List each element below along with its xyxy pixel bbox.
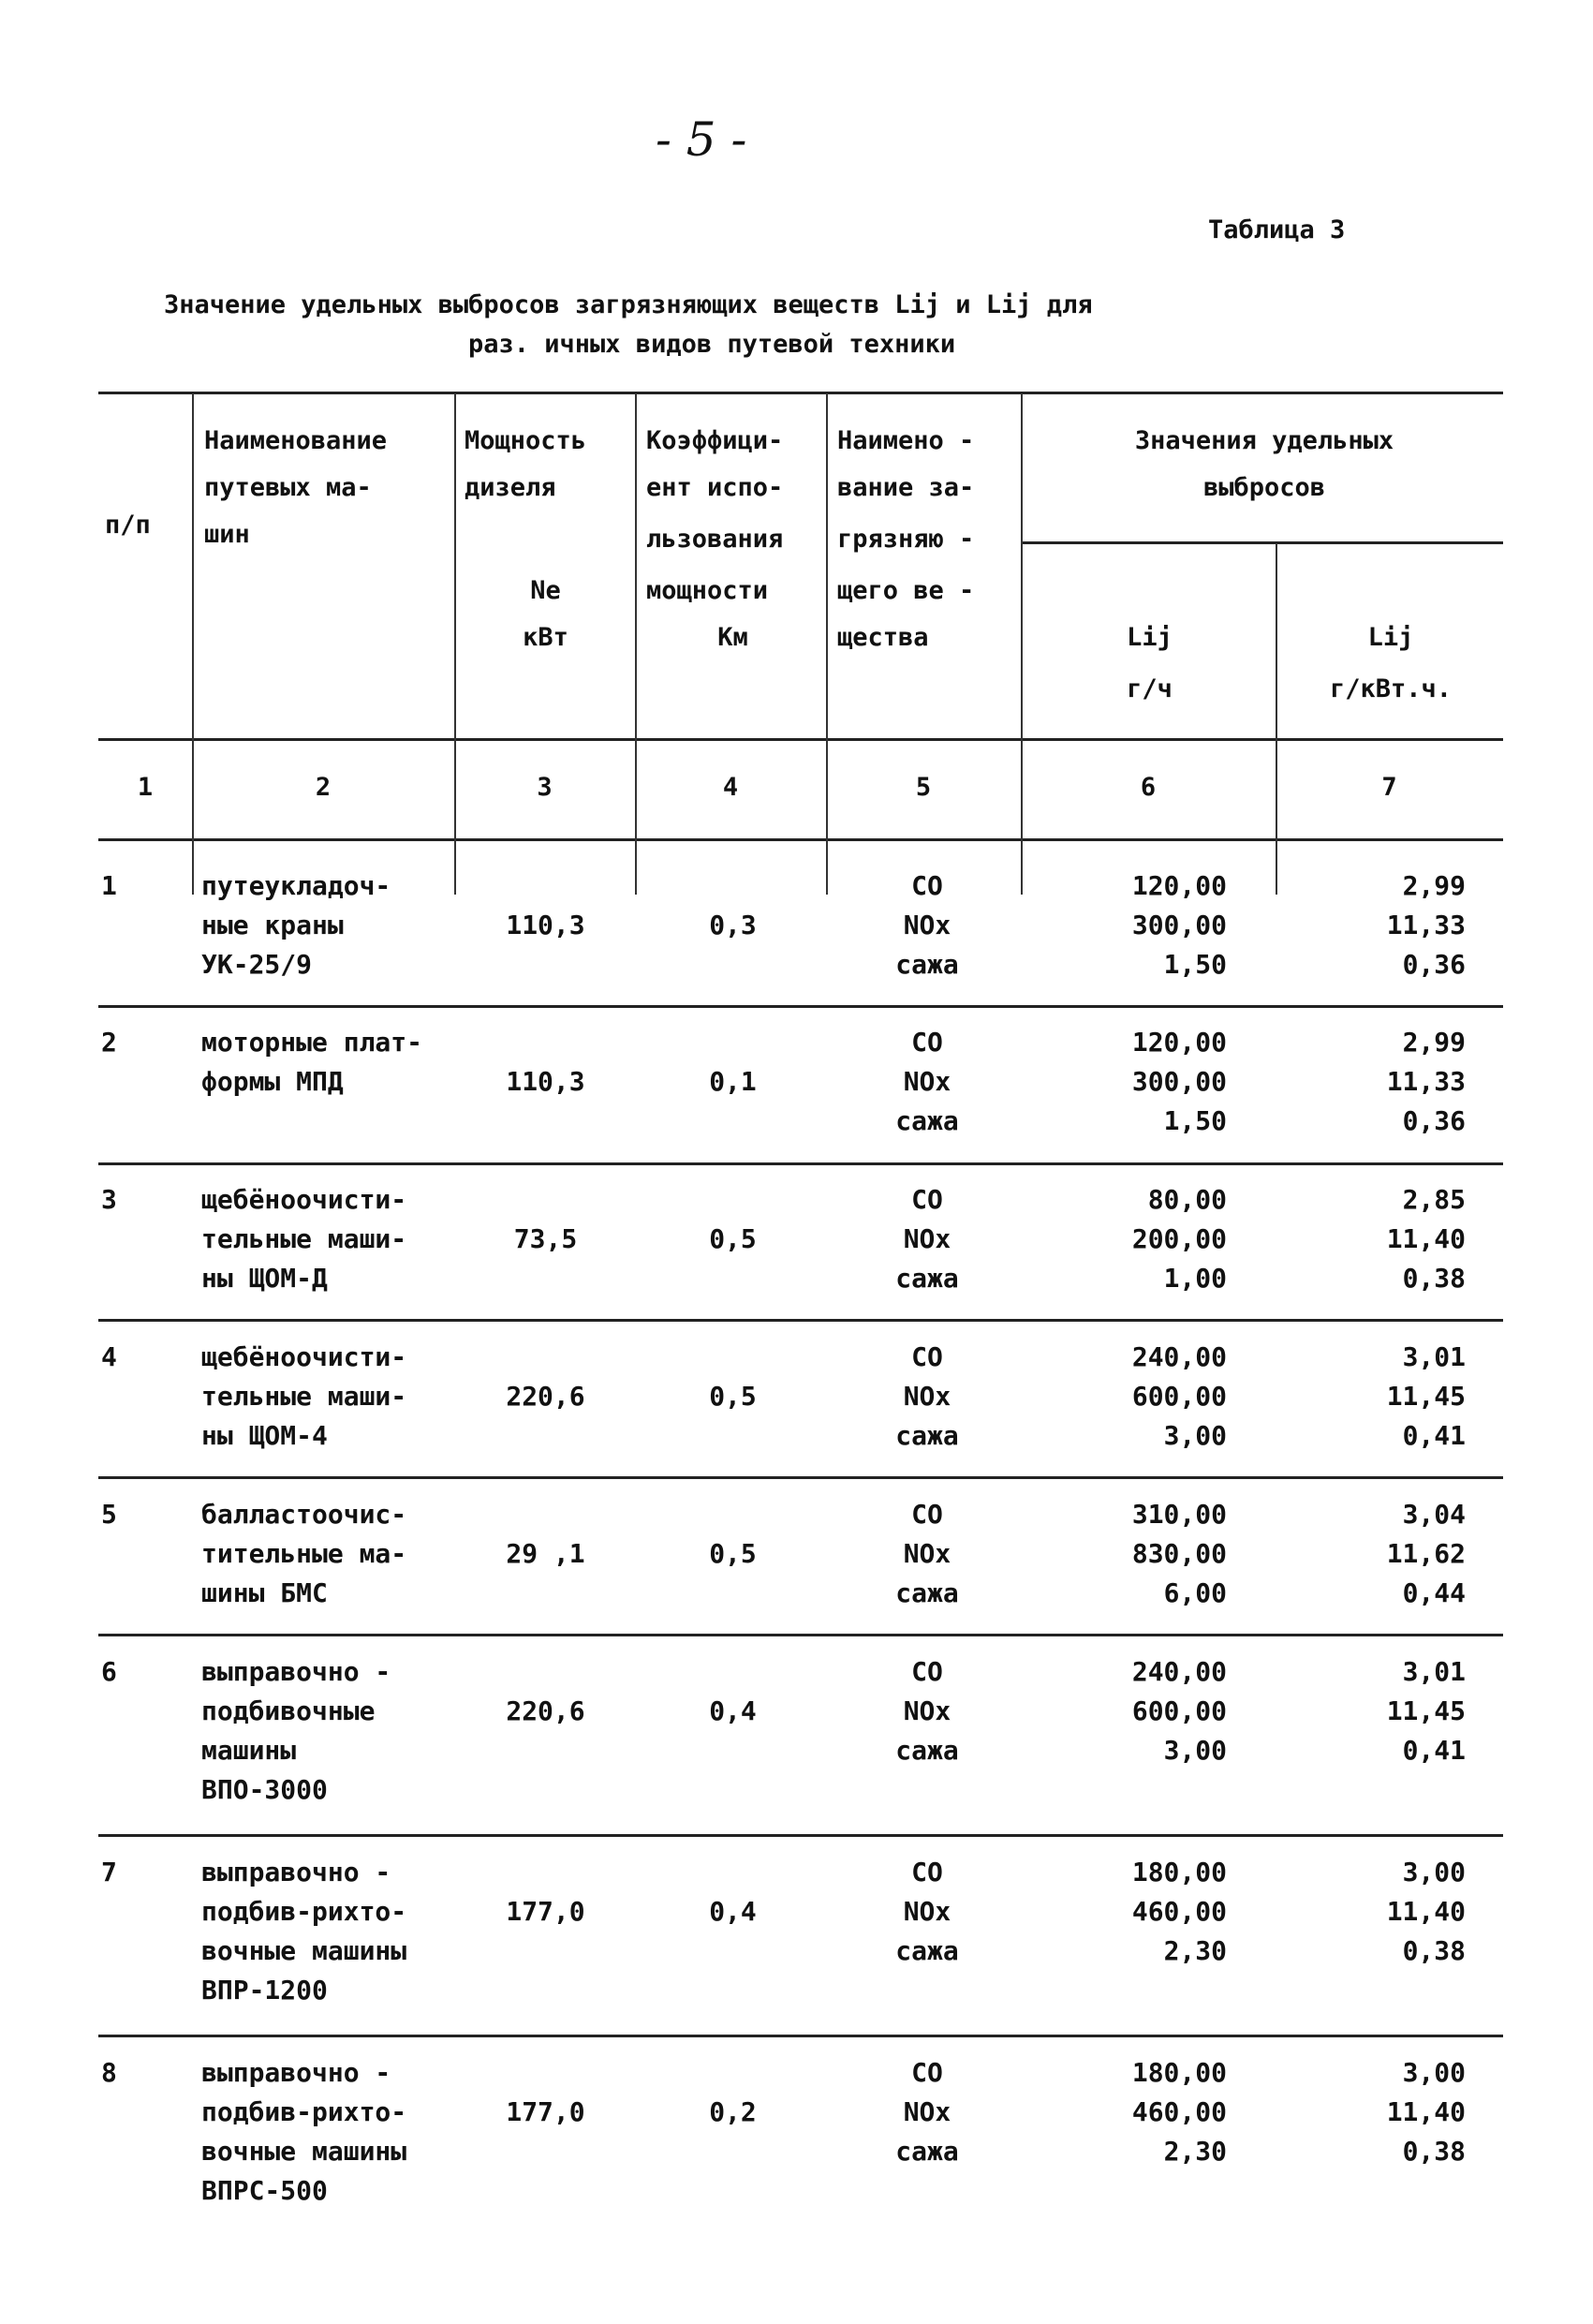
row-1-name-line-2: ные краны — [201, 910, 344, 940]
col-number: 7 — [1381, 773, 1397, 802]
header-col-4-line-3: льзования — [646, 525, 784, 554]
row-2-coef: 0,1 — [709, 1066, 757, 1097]
row-6-gkwh-1: 3,01 — [1402, 1656, 1466, 1687]
row-6-gh-1: 240,00 — [1131, 1656, 1227, 1687]
row-3-gkwh-3: 0,38 — [1402, 1263, 1466, 1294]
row-rule — [98, 1319, 1503, 1322]
row-2-pollutant-3: сажа — [895, 1105, 959, 1136]
row-6-gh-3: 3,00 — [1163, 1735, 1227, 1766]
column-separator — [1276, 543, 1277, 895]
header-col-3-line-2: дизеля — [465, 473, 556, 502]
row-5-name-line-2: тительные ма- — [201, 1538, 407, 1569]
row-7-gkwh-3: 0,38 — [1402, 1935, 1466, 1966]
row-6-name-line-4: ВПО-3000 — [201, 1774, 328, 1805]
header-col-4-line-1: Коэффици- — [646, 426, 784, 455]
row-5-gkwh-1: 3,04 — [1402, 1499, 1466, 1530]
header-col-2-line-3: шин — [204, 520, 250, 549]
col-number: 3 — [537, 773, 553, 802]
header-col-6-line-2: г/ч — [1127, 674, 1173, 703]
row-8-power: 177,0 — [506, 2096, 585, 2127]
row-7-gh-2: 460,00 — [1131, 1896, 1227, 1927]
row-7-name-line-2: подбив-рихто- — [201, 1896, 407, 1927]
row-5-gh-2: 830,00 — [1131, 1538, 1227, 1569]
col-number: 4 — [722, 773, 739, 802]
row-7-pollutant-1: CO — [911, 1857, 943, 1887]
row-5-gkwh-3: 0,44 — [1402, 1577, 1466, 1608]
column-separator — [454, 393, 456, 895]
row-2-name-line-1: моторные плат- — [201, 1027, 423, 1058]
table-top-rule — [98, 392, 1503, 394]
table-title-line-1: Значение удельных выбросов загрязняющих веществ Lij и Lij для — [164, 290, 1093, 319]
row-6-name-line-3: машины — [201, 1735, 297, 1766]
row-3-power: 73,5 — [513, 1223, 578, 1254]
row-5-gkwh-2: 11,62 — [1386, 1538, 1466, 1569]
header-col-5-line-3: грязняю - — [837, 525, 975, 554]
row-6-pollutant-3: сажа — [895, 1735, 959, 1766]
row-8-name-line-4: ВПРС-500 — [201, 2175, 328, 2206]
group-header-rule — [1021, 541, 1503, 544]
header-col-6-line-1: Lij — [1127, 623, 1173, 652]
row-4-gkwh-3: 0,41 — [1402, 1420, 1466, 1451]
row-1-num: 1 — [101, 870, 117, 901]
header-bottom-rule — [98, 738, 1503, 741]
row-6-pollutant-1: CO — [911, 1656, 943, 1687]
row-7-gkwh-1: 3,00 — [1402, 1857, 1466, 1887]
col-number: 5 — [915, 773, 932, 802]
row-8-pollutant-3: сажа — [895, 2136, 959, 2167]
row-1-name-line-1: путеукладоч- — [201, 870, 391, 901]
row-5-pollutant-2: NOx — [903, 1538, 951, 1569]
row-2-name-line-2: формы МПД — [201, 1066, 344, 1097]
row-4-name-line-2: тельные маши- — [201, 1381, 407, 1412]
row-3-pollutant-1: CO — [911, 1184, 943, 1215]
column-separator — [635, 393, 637, 895]
row-7-gh-1: 180,00 — [1131, 1857, 1227, 1887]
header-col-5-line-4: щего ве - — [837, 576, 975, 605]
row-4-name-line-3: ны ЩОМ-4 — [201, 1420, 328, 1451]
row-2-gh-1: 120,00 — [1131, 1027, 1227, 1058]
page-number: - 5 - — [656, 112, 747, 167]
row-3-gh-1: 80,00 — [1147, 1184, 1227, 1215]
row-6-gh-2: 600,00 — [1131, 1695, 1227, 1726]
row-5-gh-1: 310,00 — [1131, 1499, 1227, 1530]
row-1-pollutant-2: NOx — [903, 910, 951, 940]
header-col-7-line-1: Lij — [1367, 623, 1414, 652]
row-1-gkwh-3: 0,36 — [1402, 949, 1466, 980]
row-4-gh-2: 600,00 — [1131, 1381, 1227, 1412]
row-1-pollutant-1: CO — [911, 870, 943, 901]
column-separator — [1021, 393, 1023, 895]
row-1-power: 110,3 — [506, 910, 585, 940]
row-4-gkwh-1: 3,01 — [1402, 1341, 1466, 1372]
row-5-name-line-3: шины БМС — [201, 1577, 328, 1608]
row-6-num: 6 — [101, 1656, 117, 1687]
row-3-gh-2: 200,00 — [1131, 1223, 1227, 1254]
row-5-name-line-1: балластоочис- — [201, 1499, 407, 1530]
row-3-gkwh-2: 11,40 — [1386, 1223, 1466, 1254]
row-2-pollutant-1: CO — [911, 1027, 943, 1058]
row-4-gh-1: 240,00 — [1131, 1341, 1227, 1372]
row-8-gkwh-2: 11,40 — [1386, 2096, 1466, 2127]
row-4-power: 220,6 — [506, 1381, 585, 1412]
row-4-num: 4 — [101, 1341, 117, 1372]
row-8-gkwh-3: 0,38 — [1402, 2136, 1466, 2167]
row-8-name-line-1: выправочно - — [201, 2057, 391, 2088]
row-4-pollutant-3: сажа — [895, 1420, 959, 1451]
row-5-coef: 0,5 — [709, 1538, 757, 1569]
header-col-5-line-2: вание за- — [837, 473, 975, 502]
col-number: 6 — [1140, 773, 1157, 802]
row-3-name-line-3: ны ЩОМ-Д — [201, 1263, 328, 1294]
row-7-pollutant-3: сажа — [895, 1935, 959, 1966]
col-number: 1 — [137, 773, 154, 802]
row-3-pollutant-2: NOx — [903, 1223, 951, 1254]
row-7-power: 177,0 — [506, 1896, 585, 1927]
row-8-name-line-2: подбив-рихто- — [201, 2096, 407, 2127]
row-7-gkwh-2: 11,40 — [1386, 1896, 1466, 1927]
header-group-line-2: выбросов — [1202, 473, 1326, 502]
row-2-power: 110,3 — [506, 1066, 585, 1097]
row-rule — [98, 1634, 1503, 1636]
row-7-num: 7 — [101, 1857, 117, 1887]
row-3-num: 3 — [101, 1184, 117, 1215]
row-6-power: 220,6 — [506, 1695, 585, 1726]
row-3-name-line-1: щебёноочисти- — [201, 1184, 407, 1215]
row-8-pollutant-1: CO — [911, 2057, 943, 2088]
row-rule — [98, 2035, 1503, 2037]
header-col-2-line-2: путевых ма- — [204, 473, 372, 502]
row-4-pollutant-2: NOx — [903, 1381, 951, 1412]
row-1-coef: 0,3 — [709, 910, 757, 940]
header-col-3-line-1: Мощность — [465, 426, 587, 455]
row-1-gh-1: 120,00 — [1131, 870, 1227, 901]
row-7-name-line-4: ВПР-1200 — [201, 1975, 328, 2006]
row-1-name-line-3: УК-25/9 — [201, 949, 313, 980]
column-separator — [826, 393, 828, 895]
row-7-name-line-3: вочные машины — [201, 1935, 407, 1966]
row-4-gkwh-2: 11,45 — [1386, 1381, 1466, 1412]
row-7-name-line-1: выправочно - — [201, 1857, 391, 1887]
column-separator — [192, 393, 194, 895]
row-8-num: 8 — [101, 2057, 117, 2088]
row-4-gh-3: 3,00 — [1163, 1420, 1227, 1451]
header-group-line-1: Значения удельных — [1134, 426, 1394, 455]
row-1-gkwh-2: 11,33 — [1386, 910, 1466, 940]
header-col-3-line-5: кВт — [523, 623, 568, 652]
row-7-gh-3: 2,30 — [1163, 1935, 1227, 1966]
header-col-2-line-1: Наименование — [204, 426, 388, 455]
row-4-name-line-1: щебёноочисти- — [201, 1341, 407, 1372]
row-8-gh-2: 460,00 — [1131, 2096, 1227, 2127]
header-col-4-line-4: мощности — [646, 576, 769, 605]
header-col-4-line-2: ент испо- — [646, 473, 784, 502]
row-7-coef: 0,4 — [709, 1896, 757, 1927]
header-col-4-line-5: Км — [717, 623, 748, 652]
table-title-line-2: раз. ичных видов путевой техники — [468, 330, 956, 359]
row-8-pollutant-2: NOx — [903, 2096, 951, 2127]
row-2-pollutant-2: NOx — [903, 1066, 951, 1097]
header-col-1: п/п — [105, 511, 151, 540]
row-1-gkwh-1: 2,99 — [1402, 870, 1466, 901]
row-5-gh-3: 6,00 — [1163, 1577, 1227, 1608]
row-2-gh-2: 300,00 — [1131, 1066, 1227, 1097]
row-8-gh-3: 2,30 — [1163, 2136, 1227, 2167]
row-2-gkwh-3: 0,36 — [1402, 1105, 1466, 1136]
row-5-pollutant-3: сажа — [895, 1577, 959, 1608]
row-6-name-line-2: подбивочные — [201, 1695, 376, 1726]
row-5-num: 5 — [101, 1499, 117, 1530]
row-2-gkwh-1: 2,99 — [1402, 1027, 1466, 1058]
row-2-gh-3: 1,50 — [1163, 1105, 1227, 1136]
column-numbers-rule — [98, 838, 1503, 841]
row-rule — [98, 1834, 1503, 1837]
row-rule — [98, 1476, 1503, 1479]
row-8-coef: 0,2 — [709, 2096, 757, 2127]
row-8-gh-1: 180,00 — [1131, 2057, 1227, 2088]
row-6-coef: 0,4 — [709, 1695, 757, 1726]
row-4-pollutant-1: CO — [911, 1341, 943, 1372]
row-7-pollutant-2: NOx — [903, 1896, 951, 1927]
row-6-name-line-1: выправочно - — [201, 1656, 391, 1687]
header-col-5-line-5: щества — [837, 623, 929, 652]
row-8-gkwh-1: 3,00 — [1402, 2057, 1466, 2088]
row-4-coef: 0,5 — [709, 1381, 757, 1412]
row-5-power: 29 ,1 — [506, 1538, 585, 1569]
row-3-coef: 0,5 — [709, 1223, 757, 1254]
table-label: Таблица 3 — [1208, 215, 1346, 244]
row-3-gkwh-1: 2,85 — [1402, 1184, 1466, 1215]
row-6-gkwh-3: 0,41 — [1402, 1735, 1466, 1766]
row-1-gh-2: 300,00 — [1131, 910, 1227, 940]
header-col-5-line-1: Наимено - — [837, 426, 975, 455]
header-col-7-line-2: г/кВт.ч. — [1329, 674, 1453, 703]
row-1-pollutant-3: сажа — [895, 949, 959, 980]
row-2-num: 2 — [101, 1027, 117, 1058]
row-3-pollutant-3: сажа — [895, 1263, 959, 1294]
header-col-3-line-4: Nе — [530, 576, 561, 605]
row-rule — [98, 1162, 1503, 1165]
row-6-pollutant-2: NOx — [903, 1695, 951, 1726]
row-3-name-line-2: тельные маши- — [201, 1223, 407, 1254]
row-6-gkwh-2: 11,45 — [1386, 1695, 1466, 1726]
row-rule — [98, 1005, 1503, 1008]
row-3-gh-3: 1,00 — [1163, 1263, 1227, 1294]
col-number: 2 — [315, 773, 332, 802]
row-2-gkwh-2: 11,33 — [1386, 1066, 1466, 1097]
row-5-pollutant-1: CO — [911, 1499, 943, 1530]
row-1-gh-3: 1,50 — [1163, 949, 1227, 980]
row-8-name-line-3: вочные машины — [201, 2136, 407, 2167]
